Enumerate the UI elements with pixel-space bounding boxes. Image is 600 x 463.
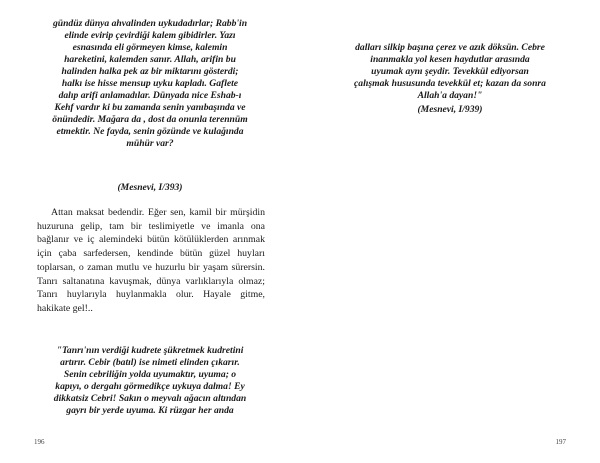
quote-line: dalıp arifi anlamadılar. Dünyada nice Eshab-ı bbox=[58, 90, 242, 101]
quote-line: mühür var? bbox=[126, 138, 174, 149]
quote-line: elinde evirip çevirdiği kalem gibidirler. Yazı bbox=[64, 30, 236, 41]
quote-line: Allah'a dayan!" bbox=[417, 90, 483, 101]
quote-line: kapıyı, o dergahı görmedikçe uykuya dalma! Ey bbox=[55, 381, 245, 392]
quote-line: uyumak aynı şeydir. Tevekkül ediyorsan bbox=[371, 66, 529, 77]
quote-line: önündedir. Mağara da , dost da onunla terennüm bbox=[52, 114, 248, 125]
quote-line: inanmakla yol kesen haydutlar arasında bbox=[370, 54, 530, 65]
quote-line: hareketini, kalemden sanır. Allah, arifin bu bbox=[64, 54, 236, 65]
quote-line: çalışmak hususunda tevekkül et; kazan da sonra bbox=[354, 78, 546, 89]
quote-line: gayrı bir yerde uyuma. Ki rüzgar her anda bbox=[66, 405, 234, 416]
left-quote-top bbox=[36, 18, 264, 150]
page-number-left: 196 bbox=[34, 438, 45, 446]
quote-line: gündüz dünya ahvalinden uykudadırlar; Rabb'in bbox=[52, 18, 248, 29]
quote-line: esnasında eli görmeyen kimse, kalemin bbox=[72, 42, 228, 53]
quote-line: etmektir. Ne fayda, senin gözünde ve kulağında bbox=[56, 126, 244, 137]
left-quote-bottom bbox=[36, 345, 264, 417]
page-number-right: 197 bbox=[555, 438, 566, 446]
quote-line: Kehf vardır ki bu zamanda senin yanıbaşında ve bbox=[54, 102, 246, 113]
quote-line: dikkatsiz Cebri! Sakın o meyvalı ağacın altından bbox=[53, 393, 247, 404]
quote-line: halkı ise hisse mensup uyku kapladı. Gaflete bbox=[61, 78, 239, 89]
body-paragraph: Attan maksat bedendir. Eğer sen, kamil bir mürşidin huzuruna gelip, tam bir teslimiyetle ve imanla ona bağlanır ve iç alemindeki bütün kötülüklerden arınmak için çaba sarfedersen, kendinde bütün güzel huyları toplarsan, o zaman mutlu ve huzurlu bir yaşam sürersin. Tanrı saltanatına kavuşmak, dünya varlıklarıyla olmaz; Tanrı huylarıyla huylanmakla olur. Hayale gitme, hakikate gel!.. bbox=[37, 207, 265, 314]
left-quote-source: (Mesnevi, I/393) bbox=[117, 182, 183, 193]
quote-line: Senin cebriliğin yolda uyumaktır, uyuma; o bbox=[63, 369, 237, 380]
right-page bbox=[300, 0, 600, 463]
quote-line: artırır. Cebir (batıl) ise nimeti elinden çıkarır. bbox=[60, 357, 240, 368]
right-quote-source: (Mesnevi, I/939) bbox=[417, 104, 483, 115]
quote-line: dalları silkip başına çerez ve azık döksün. Cebre bbox=[355, 42, 545, 53]
right-quote bbox=[332, 42, 568, 102]
quote-line: halinden halka pek az bir miktarını gösterdi; bbox=[61, 66, 239, 77]
quote-line: "Tanrı'nın verdiği kudrete şükretmek kudretini bbox=[56, 345, 244, 356]
